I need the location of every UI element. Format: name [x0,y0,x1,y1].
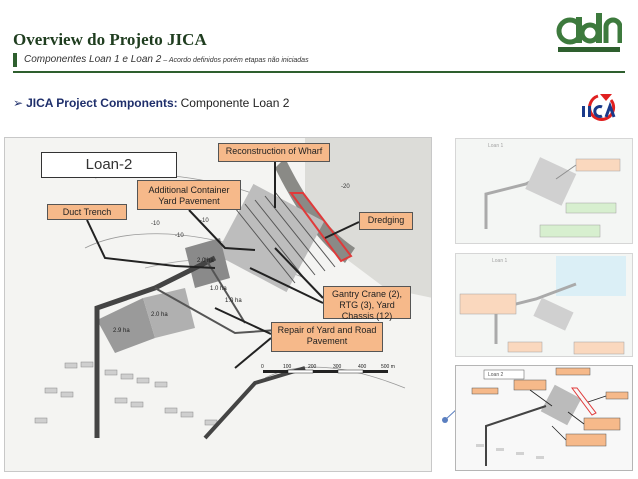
thumbnail-loan-1-detail[interactable] [455,253,633,357]
jica-logo-graphic [576,92,620,122]
area-label: 1.0 ha [225,298,242,304]
scale-label: 500 m [381,364,395,370]
callout-duct-trench: Duct Trench [47,204,127,220]
thumbnail-map-graphic [456,254,633,357]
callout-repair-yard-road: Repair of Yard and Road Pavement [271,322,383,352]
subtitle-main: Componentes Loan 1 e Loan 2 [24,54,162,65]
area-label: 2.0 ha [151,312,168,318]
depth-label: -10 [175,233,184,239]
jica-logo [576,92,620,122]
depth-label: -20 [341,184,350,190]
callout-dredging: Dredging [359,212,413,230]
cdn-logo-graphic [556,13,622,55]
callout-reconstruction-of-wharf: Reconstruction of Wharf [218,143,330,162]
arrow-bullet-icon: ➢ [13,96,24,110]
area-label: 2.9 ha [113,328,130,334]
scale-label: 0 [261,364,264,370]
thumbnail-map-graphic [456,139,633,244]
subtitle-note: – Acordo definidos porém etapas não iniciadas [161,57,309,64]
scale-label: 100 [283,364,292,370]
thumbnail-label: Loan 1 [488,143,504,149]
callout-gantry-crane: Gantry Crane (2), RTG (3), Yard Chassis (12) [323,286,411,319]
scale-label: 400 [358,364,367,370]
page-subtitle [24,54,309,65]
area-label: 1.0 ha [210,286,227,292]
thumbnail-label: Loan 2 [488,372,504,378]
loan-2-label: Loan-2 [41,152,177,178]
scale-label: 300 [333,364,342,370]
area-label: 2.0 ha [197,258,214,264]
thumbnail-label: Loan 1 [492,258,508,264]
callout-additional-container-yard: Additional Container Yard Pavement [137,180,241,210]
scale-label: 200 [308,364,317,370]
bullet-text: Componente Loan 2 [180,96,290,110]
header-divider [13,71,625,73]
thumbnail-loan-1-overview[interactable] [455,138,633,244]
subtitle-accent-bar [13,53,17,67]
thumbnail-loan-2-active[interactable] [455,365,633,471]
bullet-heading: JICA Project Components: [26,96,178,110]
section-bullet [13,96,289,110]
thumbnail-map-graphic [456,366,633,471]
depth-label: -10 [151,221,160,227]
cdn-logo [556,13,622,55]
loan-2-site-map [4,137,432,472]
page-title: Overview do Projeto JICA [13,30,207,49]
depth-label: -10 [200,218,209,224]
